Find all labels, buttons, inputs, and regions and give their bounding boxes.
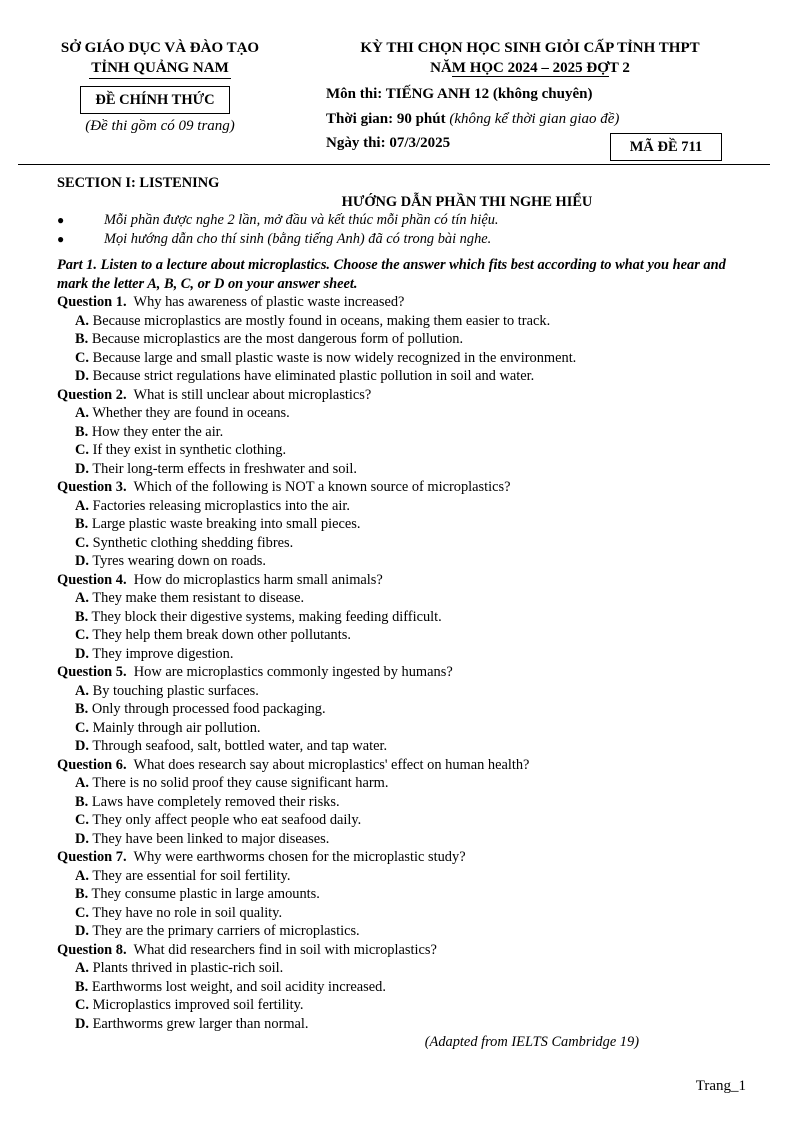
option-text: By touching plastic surfaces. [92,682,259,699]
province-name: TỈNH QUẢNG NAM [89,58,231,79]
exam-code-badge: MÃ ĐỀ 711 [610,133,722,161]
option-letter: A. [75,312,89,329]
option-letter: C. [75,719,89,736]
answer-option [57,423,757,442]
official-exam-badge: ĐỀ CHÍNH THỨC [80,86,230,114]
option-letter: B. [75,886,89,902]
option-letter: A. [75,775,89,791]
option-text: They only affect people who eat seafood daily. [92,812,362,828]
option-text: There is no solid proof they cause significant harm. [92,775,389,791]
option-letter: C. [75,442,89,458]
answer-option [57,774,757,793]
exam-subject: Môn thi: TIẾNG ANH 12 (không chuyên) [326,86,593,102]
option-text: Through seafood, salt, bottled water, and tap water. [92,738,388,754]
option-text: If they exist in synthetic clothing. [92,442,287,458]
school-year: NĂM HỌC 2024 – 2025 ĐỢT 2 [430,60,630,76]
option-letter: D. [75,645,89,662]
question-1 [57,293,757,312]
answer-option [57,719,757,738]
option-text: Large plastic waste breaking into small pieces. [91,516,361,532]
exam-duration: Thời gian: 90 phút (không kể thời gian giao đề) [326,111,620,127]
exam-date: Ngày thi: 07/3/2025 [326,135,451,151]
question-6 [57,756,757,775]
guide-bullet: ● Mỗi phần được nghe 2 lần, mở đầu và kết thúc mỗi phần có tín hiệu. [57,212,499,228]
option-text: Synthetic clothing shedding fibres. [92,534,294,551]
answer-option [57,904,757,923]
option-letter: B. [75,793,89,810]
question-2 [57,386,757,405]
source-citation: (Adapted from IELTS Cambridge 19) [424,1034,639,1050]
question-text: How are microplastics commonly ingested by humans? [133,664,453,680]
answer-option [57,367,757,386]
option-text: They block their digestive systems, making feeding difficult. [91,608,442,625]
option-text: Plants thrived in plastic-rich soil. [92,960,284,976]
question-label: Question 5. [57,664,127,680]
option-text: Only through processed food packaging. [91,701,326,717]
option-letter: A. [75,497,89,514]
bullet-icon: ● [57,231,65,246]
exam-body [57,174,757,1052]
option-text: Because strict regulations have eliminated plastic pollution in soil and water. [92,368,535,384]
answer-option [57,793,757,812]
option-text: Mainly through air pollution. [92,719,261,736]
question-text: What did researchers find in soil with microplastics? [133,941,437,958]
option-text: They help them break down other pollutants. [92,627,351,643]
option-text: Earthworms grew larger than normal. [92,1015,309,1032]
option-text: Because large and small plastic waste is now widely recognized in the environment. [92,349,577,366]
answer-option [57,682,757,701]
answer-option [57,996,757,1015]
question-4 [57,571,757,590]
exam-title: KỲ THI CHỌN HỌC SINH GIỎI CẤP TỈNH THPT [360,40,700,56]
option-text: They improve digestion. [92,645,234,662]
option-text: Factories releasing microplastics into the air. [92,497,350,514]
option-text: How they enter the air. [91,423,224,440]
option-text: They make them resistant to disease. [92,590,305,606]
question-text: Why were earthworms chosen for the microplastic study? [133,849,466,865]
answer-option [57,885,757,904]
option-text: Laws have completely removed their risks. [91,793,340,810]
answer-option [57,978,757,997]
option-text: They have been linked to major diseases. [92,830,330,847]
answer-option [57,959,757,978]
option-text: Tyres wearing down on roads. [92,553,266,569]
answer-option [57,811,757,830]
option-text: Earthworms lost weight, and soil acidity increased. [91,978,386,995]
question-label: Question 4. [57,571,127,588]
answer-option [57,534,757,553]
answer-option [57,645,757,664]
option-letter: D. [75,553,89,569]
answer-option [57,404,757,423]
option-letter: C. [75,812,89,828]
question-list [57,293,757,1033]
answer-option [57,1015,757,1034]
option-text: Because microplastics are the most dangerous form of pollution. [91,331,464,347]
option-letter: D. [75,1015,89,1032]
option-letter: A. [75,867,89,884]
option-text: Whether they are found in oceans. [92,405,290,421]
answer-option [57,830,757,849]
option-letter: B. [75,608,89,625]
answer-option [57,497,757,516]
section-title: SECTION I: LISTENING [57,175,220,191]
option-letter: C. [75,627,89,643]
question-8 [57,941,757,960]
answer-option [57,867,757,886]
option-letter: D. [75,923,89,939]
question-label: Question 3. [57,479,127,495]
option-letter: B. [75,701,89,717]
question-label: Question 7. [57,849,127,865]
exam-title-header [320,38,740,78]
option-letter: D. [75,830,89,847]
answer-option [57,460,757,479]
question-7 [57,848,757,867]
option-letter: D. [75,738,89,754]
answer-option [57,552,757,571]
listening-guide-title: HƯỚNG DẪN PHẦN THI NGHE HIỂU [341,193,593,210]
answer-option [57,700,757,719]
option-letter: C. [75,904,89,921]
option-letter: B. [75,331,89,347]
bullet-icon: ● [57,213,65,227]
question-text: What is still unclear about microplastics? [133,386,372,403]
answer-option [57,589,757,608]
option-letter: B. [75,978,89,995]
page-number: Trang_1 [695,1078,746,1094]
answer-option [57,349,757,368]
option-text: Microplastics improved soil fertility. [92,997,304,1013]
question-label: Question 2. [57,386,127,403]
option-text: They are the primary carriers of microplastics. [92,923,360,939]
guide-bullet: ● Mọi hướng dẫn cho thí sinh (bằng tiếng Anh) đã có trong bài nghe. [57,230,492,247]
answer-option [57,737,757,756]
option-letter: A. [75,960,89,976]
question-label: Question 8. [57,941,127,958]
option-letter: A. [75,590,89,606]
option-letter: C. [75,997,89,1013]
part1-instruction: Part 1. Listen to a lecture about microplastics. Choose the answer which fits best according to what you hear and mark the letter A, B, C, or D on your answer sheet. [57,257,726,292]
option-text: They are essential for soil fertility. [92,867,291,884]
question-label: Question 6. [57,756,127,773]
option-text: Because microplastics are mostly found in oceans, making them easier to track. [92,312,551,329]
answer-option [57,441,757,460]
option-text: Their long-term effects in freshwater and soil. [92,460,358,477]
option-letter: D. [75,368,89,384]
page-count-note: (Đề thi gồm có 09 trang) [85,118,235,134]
question-text: Why has awareness of plastic waste increased? [133,294,405,310]
answer-option [57,330,757,349]
option-letter: D. [75,460,89,477]
answer-option [57,515,757,534]
option-letter: B. [75,516,89,532]
option-text: They consume plastic in large amounts. [91,886,320,902]
answer-option [57,312,757,331]
option-letter: C. [75,349,89,366]
option-letter: C. [75,534,89,551]
question-5 [57,663,757,682]
option-letter: A. [75,405,89,421]
question-label: Question 1. [57,294,127,310]
question-text: Which of the following is NOT a known source of microplastics? [133,479,511,495]
department-name: SỞ GIÁO DỤC VÀ ĐÀO TẠO [60,40,260,56]
option-letter: A. [75,682,89,699]
question-3 [57,478,757,497]
question-text: How do microplastics harm small animals? [133,571,383,588]
answer-option [57,922,757,941]
answer-option [57,608,757,627]
option-letter: B. [75,423,89,440]
header-divider [18,164,770,165]
department-header [30,38,290,79]
option-text: They have no role in soil quality. [92,904,283,921]
question-text: What does research say about microplastics' effect on human health? [133,756,530,773]
answer-option [57,626,757,645]
